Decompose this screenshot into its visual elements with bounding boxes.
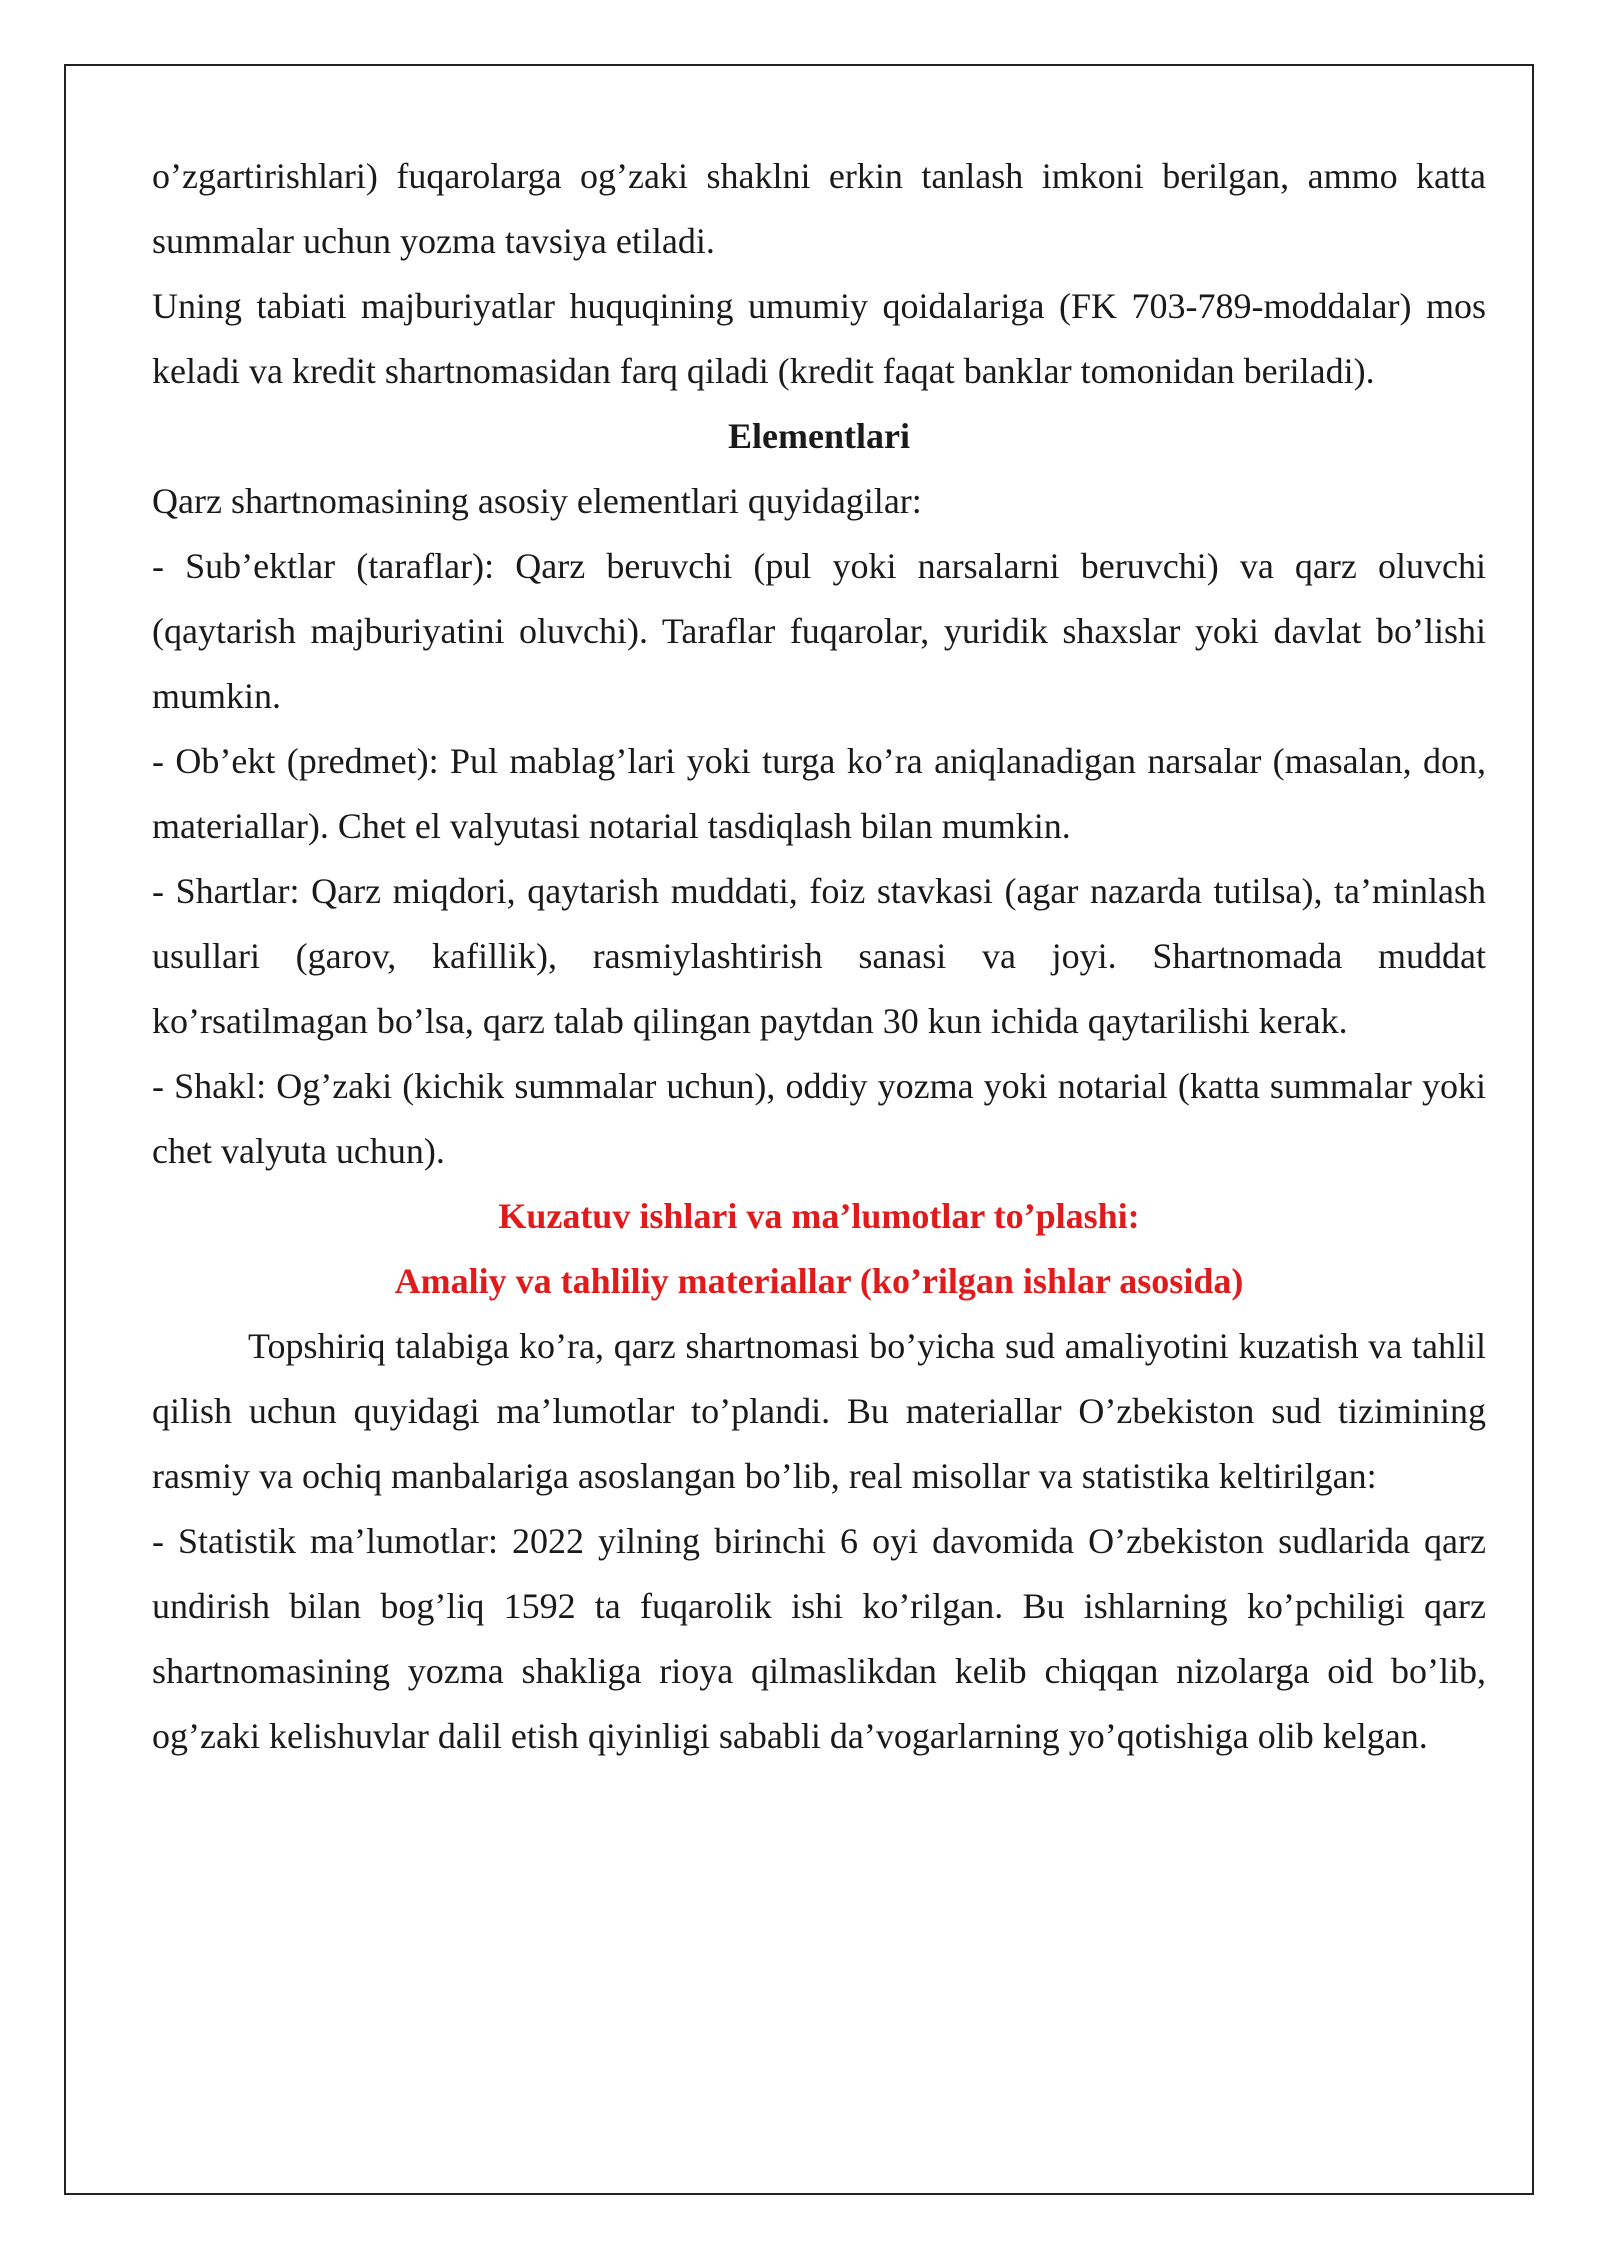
list-item-form: - Shakl: Og’zaki (kichik summalar uchun), oddiy yozma yoki notarial (katta summalar yoki chet valyuta uchun). [152,1066,1486,1171]
intro-paragraph: Topshiriq talabiga ko’ra, qarz shartnomasi bo’yicha sud amaliyotini kuzatish va tahlil qilish uchun quyidagi ma’lumotlar to’plandi. Bu materiallar O’zbekiston sud tizimining rasmiy va ochiq manbalariga asoslangan bo’lib, real misollar va statistika keltirilgan: [152,1326,1486,1496]
paragraph-nature: Uning tabiati majburiyatlar huquqining umumiy qoidalariga (FK 703-789-moddalar) mos keladi va kredit shartnomasidan farq qiladi (kredit faqat banklar tomonidan beriladi). [152,286,1486,391]
paragraph-oral-form: o’zgartirishlari) fuqarolarga og’zaki shaklni erkin tanlash imkoni berilgan, ammo katta summalar uchun yozma tavsiya etiladi. [152,156,1486,261]
heading-observation: Kuzatuv ishlari va ma’lumotlar to’plashi: [498,1196,1140,1236]
heading-elements: Elementlari [728,416,910,456]
heading-practical-materials: Amaliy va tahliliy materiallar (ko’rilgan ishlar asosida) [394,1261,1244,1301]
elements-intro: Qarz shartnomasining asosiy elementlari quyidagilar: [152,481,922,521]
list-item-conditions: - Shartlar: Qarz miqdori, qaytarish muddati, foiz stavkasi (agar nazarda tutilsa), ta’minlash usullari (garov, kafillik), rasmiylashtirish sanasi va joyi. Shartnomada muddat ko’rsatilmagan bo’lsa, qarz talab qilingan paytdan 30 kun ichida qaytarilishi kerak. [152,871,1486,1041]
document-body [152,144,1486,1769]
statistics-paragraph: - Statistik ma’lumotlar: 2022 yilning birinchi 6 oyi davomida O’zbekiston sudlarida qarz undirish bilan bog’liq 1592 ta fuqarolik ishi ko’rilgan. Bu ishlarning ko’pchiligi qarz shartnomasining yozma shakliga rioya qilmaslikdan kelib chiqqan nizolarga oid bo’lib, og’zaki kelishuvlar dalil etish qiyinligi sababli da’vogarlarning yo’qotishiga olib kelgan. [152,1521,1486,1756]
list-item-object: - Ob’ekt (predmet): Pul mablag’lari yoki turga ko’ra aniqlanadigan narsalar (masalan, don, materiallar). Chet el valyutasi notarial tasdiqlash bilan mumkin. [152,741,1486,846]
list-item-subjects: - Sub’ektlar (taraflar): Qarz beruvchi (pul yoki narsalarni beruvchi) va qarz oluvchi (qaytarish majburiyatini oluvchi). Taraflar fuqarolar, yuridik shaxslar yoki davlat bo’lishi mumkin. [152,546,1486,716]
